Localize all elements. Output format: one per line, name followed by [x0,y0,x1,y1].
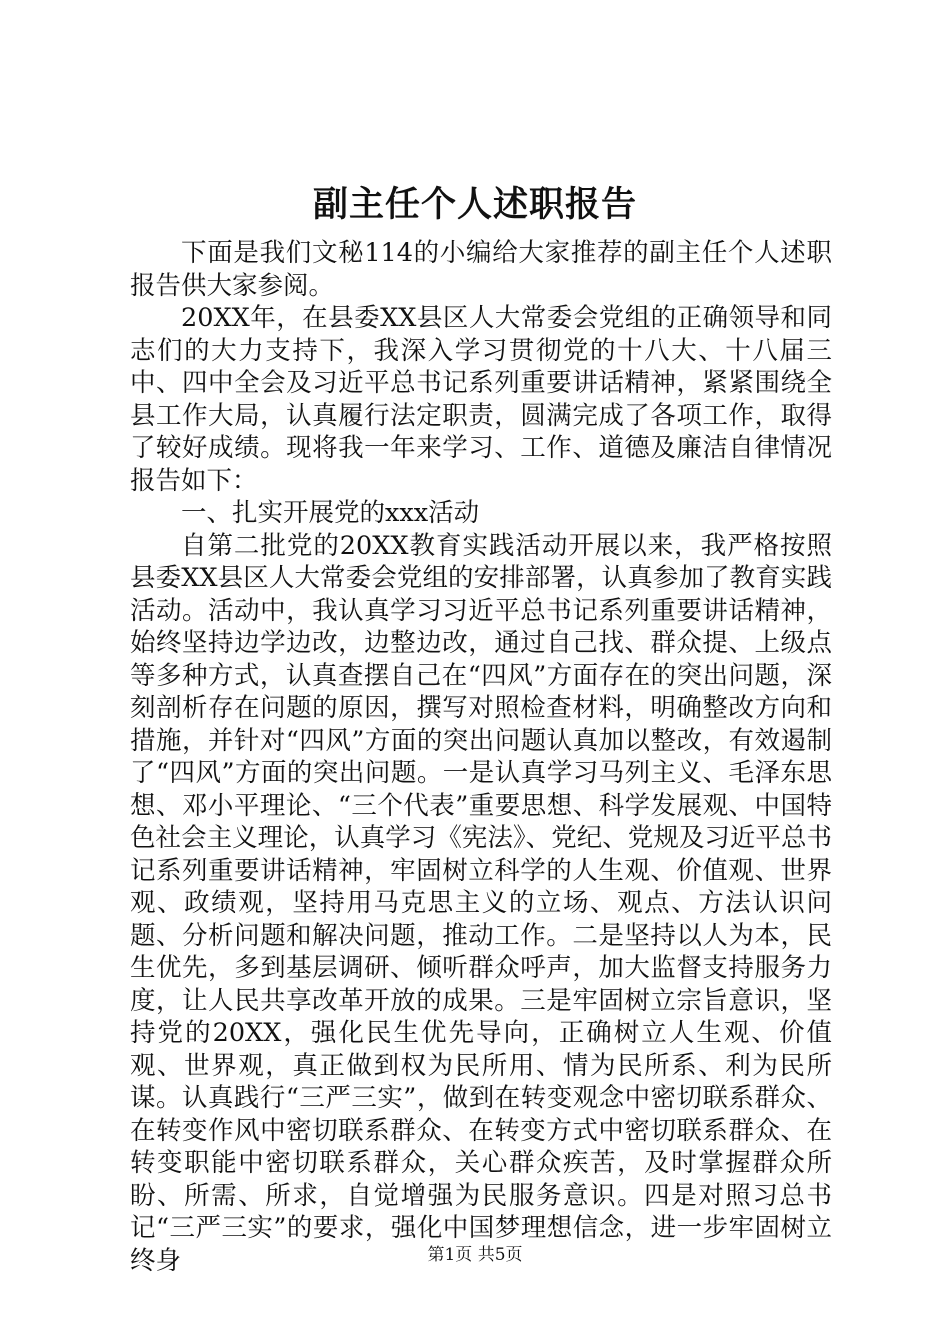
page-number-footer: 第1页 共5页 [427,1245,523,1265]
section-paragraph: 自第二批党的20XX教育实践活动开展以来，我严格按照县委XX县区人大常委会党组的安排部署，认真参加了教育实践活动。活动中，我认真学习习近平总书记系列重要讲话精神，始终坚持边学边改，边整边改，通过自己找、群众提、上级点等多种方式，认真查摆自己在“四风”方面存在的突出问题，深刻剖析存在问题的原因，撰写对照检查材料，明确整改方向和措施，并针对“四风”方面的突出问题认真加以整改，有效遏制了“四风”方面的突出问题。一是认真学习马列主义、毛泽东思想、邓小平理论、“三个代表”重要思想、科学发展观、中国特色社会主义理论，认真学习《宪法》、党纪、党规及习近平总书记系列重要讲话精神，牢固树立科学的人生观、价值观、世界观、政绩观，坚持用马克思主义的立场、观点、方法认识问题、分析问题和解决问题，推动工作。二是坚持以人为本，民生优先，多到基层调研、倾听群众呼声，加大监督支持服务力度，让人民共享改革开放的成果。三是牢固树立宗旨意识，坚持党的20XX，强化民生优先导向，正确树立人生观、价值观、世界观，真正做到权为民所用、情为民所系、利为民所谋。认真践行“三严三实”，做到在转变观念中密切联系群众、在转变作风中密切联系群众、在转变方式中密切联系群众、在转变职能中密切联系群众，关心群众疾苦，及时掌握群众所盼、所需、所求，自觉增强为民服务意识。四是对照习总书记“三严三实”的要求，强化中国梦理想信念，进一步牢固树立终身 [130,530,832,1276]
intro-paragraph: 下面是我们文秘114的小编给大家推荐的副主任个人述职报告供大家参阅。 [130,238,832,301]
document-title: 副主任个人述职报告 [312,184,637,225]
section-heading: 一、扎实开展党的xxx活动 [181,498,480,528]
summary-paragraph: 20XX年，在县委XX县区人大常委会党组的正确领导和同志们的大力支持下，我深入学习贯彻党的十八大、十八届三中、四中全会及习近平总书记系列重要讲话精神，紧紧围绕全县工作大局，认真履行法定职责，圆满完成了各项工作，取得了较好成绩。现将我一年来学习、工作、道德及廉洁自律情况报告如下： [130,303,832,496]
document-body [130,237,832,1277]
